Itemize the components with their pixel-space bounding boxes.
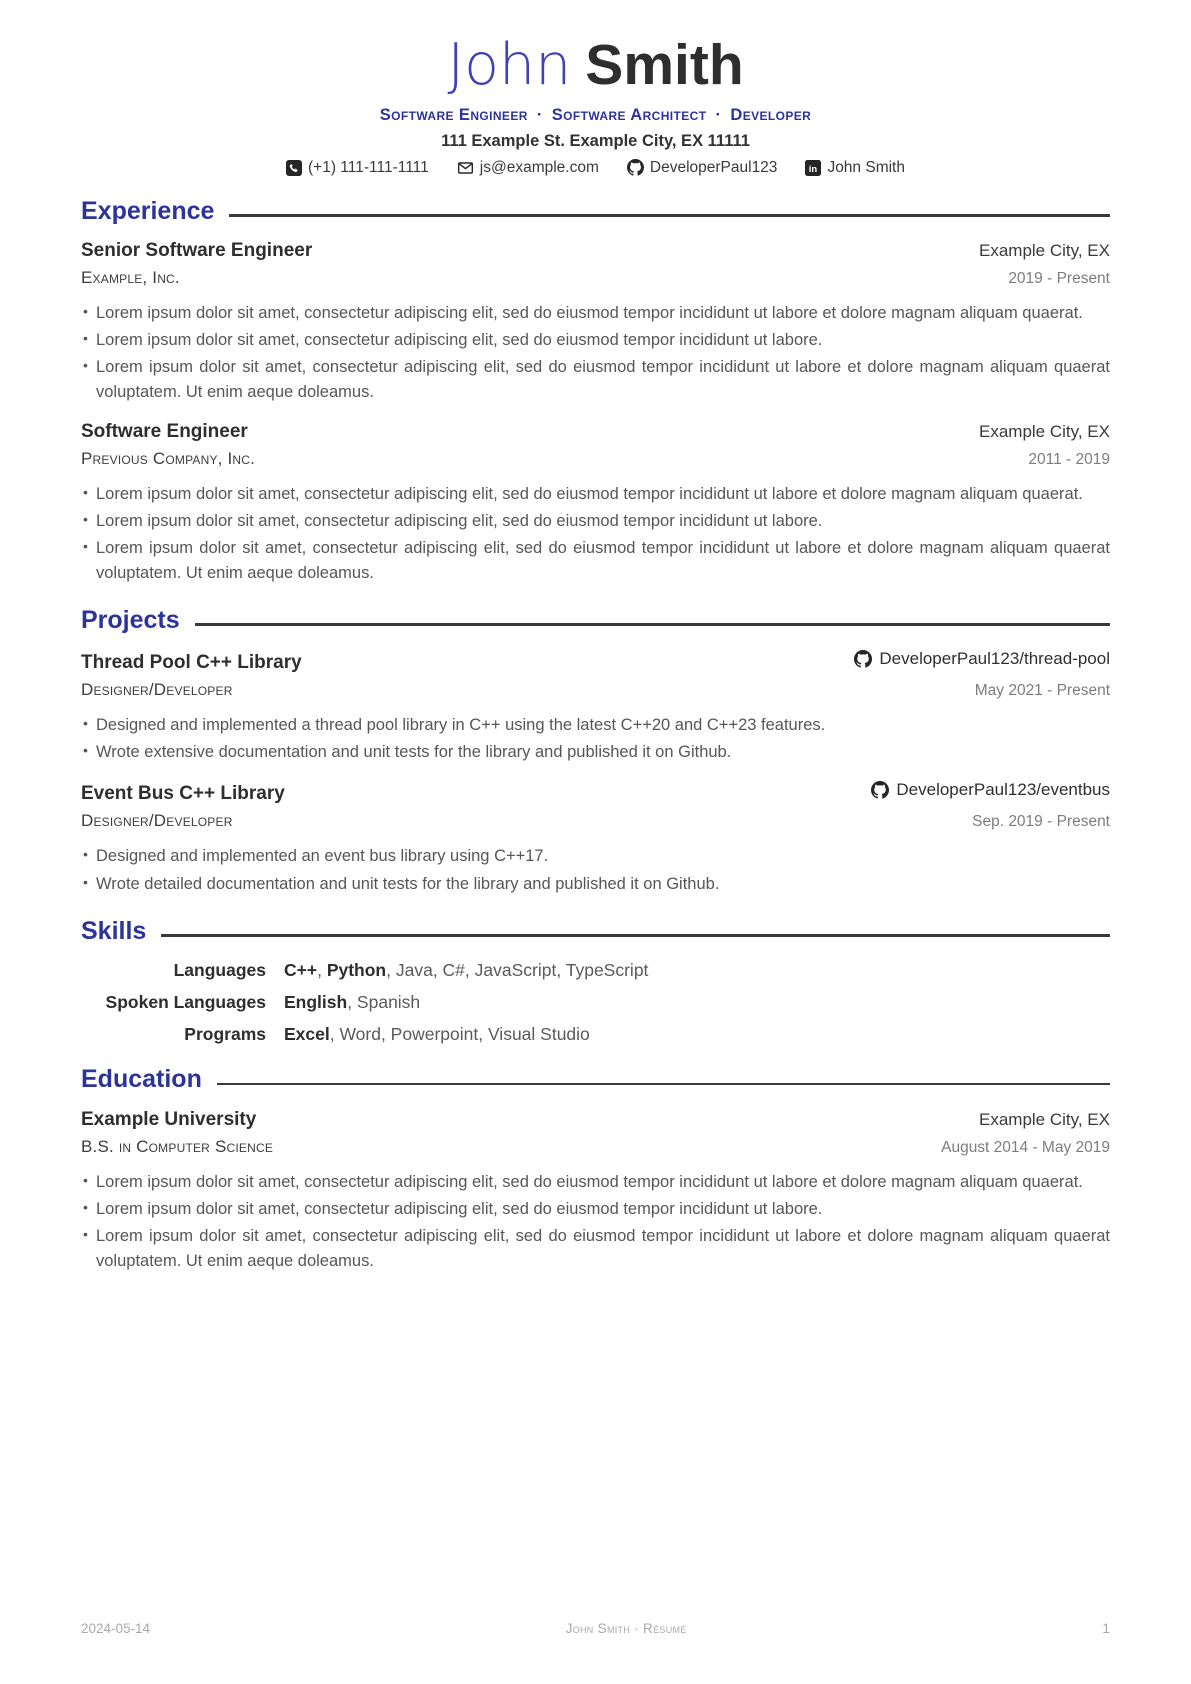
repo-link[interactable] — [871, 780, 1110, 800]
entry-dates: August 2014 - May 2019 — [941, 1138, 1110, 1156]
section-skills — [81, 918, 1110, 1046]
skill-label: Spoken Languages — [105, 992, 266, 1013]
bullet-item: • Lorem ipsum dolor sit amet, consectetur adipiscing elit, sed do eiusmod tempor incididunt ut labore. — [96, 328, 1110, 353]
section-title: Skills — [81, 916, 147, 945]
github-icon — [871, 781, 889, 799]
linkedin-icon — [805, 160, 821, 176]
entry-title: Thread Pool C++ Library — [81, 652, 302, 674]
skill-row — [81, 1024, 1110, 1045]
entry-organization: Example, Inc. — [81, 268, 180, 288]
email-address: js@example.com — [479, 158, 599, 176]
contact-github[interactable] — [627, 159, 778, 177]
skill-item-bold: C++ — [284, 960, 318, 981]
bullet-list — [81, 844, 1110, 896]
bullet-list — [81, 713, 1110, 765]
section-header — [81, 607, 1110, 635]
skill-item-bold: Excel — [284, 1024, 330, 1045]
skill-row — [81, 992, 1110, 1013]
bullet-item: • Designed and implemented a thread pool library in C++ using the latest C++20 and C++23 features. — [96, 713, 1110, 738]
tagline: Software Architect — [551, 105, 707, 124]
entry-title: Event Bus C++ Library — [81, 783, 285, 805]
skill-item: , Word, Powerpoint, Visual Studio — [329, 1024, 590, 1045]
section-header — [81, 1066, 1110, 1094]
contact-email[interactable] — [457, 159, 599, 177]
section-header — [81, 918, 1110, 946]
last-name: Smith — [585, 33, 744, 97]
skill-value — [284, 960, 648, 981]
address: 111 Example St. Example City, EX 11111 — [441, 131, 750, 150]
entry-dates: 2011 - 2019 — [1028, 450, 1110, 468]
entry-title: Software Engineer — [81, 420, 248, 442]
entry-dates: 2019 - Present — [1008, 270, 1110, 288]
github-icon — [854, 650, 872, 668]
first-name: John — [447, 32, 572, 98]
bullet-item: • Designed and implemented an event bus library using C++17. — [96, 844, 1110, 869]
svg-text:in: in — [809, 163, 818, 175]
section-rule — [161, 934, 1110, 937]
bullet-list — [81, 482, 1110, 586]
footer-page-number: 1 — [1102, 1620, 1110, 1636]
bullet-item: • Lorem ipsum dolor sit amet, consectetur adipiscing elit, sed do eiusmod tempor incididunt ut labore et dolore magnam aliquam quaerat voluptatem. Ut enim aeque doleamus. — [96, 355, 1110, 405]
project-entry — [81, 649, 1110, 765]
section-rule — [195, 623, 1110, 626]
tagline-separator: · — [536, 105, 543, 124]
bullet-list — [81, 1170, 1110, 1274]
contact-phone[interactable] — [286, 159, 429, 177]
section-projects — [81, 607, 1110, 897]
entry-role: Designer/Developer — [81, 680, 233, 700]
github-username: DeveloperPaul123 — [649, 158, 778, 176]
phone-icon — [286, 160, 302, 176]
bullet-item: • Wrote extensive documentation and unit tests for the library and published it on Github. — [96, 740, 1110, 765]
entry-dates: Sep. 2019 - Present — [972, 813, 1110, 831]
entry-location: Example City, EX — [978, 421, 1110, 441]
section-education — [81, 1066, 1110, 1274]
bullet-item: • Lorem ipsum dolor sit amet, consectetur adipiscing elit, sed do eiusmod tempor incididunt ut labore et dolore magnam aliquam quaerat voluptatem. Ut enim aeque doleamus. — [96, 536, 1110, 586]
tagline-separator: · — [715, 105, 722, 124]
linkedin-name: John Smith — [827, 158, 905, 176]
section-title: Experience — [81, 196, 215, 225]
phone-number: (+1) 111-111-1111 — [308, 158, 429, 176]
skill-item-bold: English — [284, 992, 348, 1013]
bullet-item: • Lorem ipsum dolor sit amet, consectetur adipiscing elit, sed do eiusmod tempor incididunt ut labore. — [96, 509, 1110, 534]
skill-value — [284, 992, 420, 1013]
bullet-item: • Lorem ipsum dolor sit amet, consectetur adipiscing elit, sed do eiusmod tempor incididunt ut labore et dolore magnam aliquam quaerat voluptatem. Ut enim aeque doleamus. — [96, 1224, 1110, 1274]
bullet-item: • Lorem ipsum dolor sit amet, consectetur adipiscing elit, sed do eiusmod tempor incididunt ut labore. — [96, 1197, 1110, 1222]
experience-entry — [81, 240, 1110, 405]
section-rule — [217, 1083, 1110, 1086]
entry-organization: Previous Company, Inc. — [81, 448, 256, 468]
entry-role: Designer/Developer — [81, 811, 233, 831]
degree: B.S. in Computer Science — [81, 1136, 274, 1156]
repo-link[interactable] — [854, 649, 1110, 669]
experience-entry — [81, 421, 1110, 586]
skill-label: Languages — [173, 960, 266, 981]
entry-title: Example University — [81, 1108, 257, 1130]
skills-table — [81, 960, 1110, 1045]
bullet-item: • Lorem ipsum dolor sit amet, consectetur adipiscing elit, sed do eiusmod tempor incididunt ut labore et dolore magnam aliquam quaerat. — [96, 301, 1110, 326]
skill-item: , — [317, 960, 327, 981]
repo-name: DeveloperPaul123/eventbus — [896, 780, 1110, 800]
email-icon — [457, 160, 474, 176]
section-title: Projects — [81, 605, 180, 634]
tagline: Software Engineer — [379, 105, 528, 124]
skill-item-bold: Python — [326, 960, 387, 981]
entry-title: Senior Software Engineer — [81, 240, 313, 262]
tagline: Developer — [730, 105, 812, 124]
repo-name: DeveloperPaul123/thread-pool — [879, 649, 1110, 669]
contact-bar — [81, 159, 1110, 177]
footer-title: John Smith · Résumé — [565, 1621, 687, 1636]
taglines — [81, 106, 1110, 125]
bullet-item: • Wrote detailed documentation and unit tests for the library and published it on Github. — [96, 872, 1110, 897]
section-rule — [229, 214, 1110, 217]
github-icon — [627, 159, 644, 176]
skill-item: , Java, C#, JavaScript, TypeScript — [386, 960, 649, 981]
section-header — [81, 198, 1110, 226]
section-title: Education — [81, 1065, 202, 1094]
footer-date: 2024-05-14 — [81, 1621, 151, 1636]
entry-dates: May 2021 - Present — [974, 682, 1110, 700]
skill-value — [284, 1024, 590, 1045]
section-experience — [81, 198, 1110, 586]
education-entry — [81, 1109, 1110, 1274]
bullet-item: • Lorem ipsum dolor sit amet, consectetur adipiscing elit, sed do eiusmod tempor incididunt ut labore et dolore magnam aliquam quaerat. — [96, 482, 1110, 507]
bullet-item: • Lorem ipsum dolor sit amet, consectetur adipiscing elit, sed do eiusmod tempor incididunt ut labore et dolore magnam aliquam quaerat. — [96, 1170, 1110, 1195]
skill-item: , Spanish — [347, 992, 421, 1013]
footer — [81, 1620, 1110, 1636]
skill-label: Programs — [184, 1024, 266, 1045]
bullet-list — [81, 301, 1110, 405]
contact-linkedin[interactable] — [805, 159, 905, 177]
entry-location: Example City, EX — [978, 241, 1110, 261]
skill-row — [81, 960, 1110, 981]
entry-location: Example City, EX — [978, 1109, 1110, 1129]
project-entry — [81, 780, 1110, 896]
name — [81, 34, 1110, 97]
